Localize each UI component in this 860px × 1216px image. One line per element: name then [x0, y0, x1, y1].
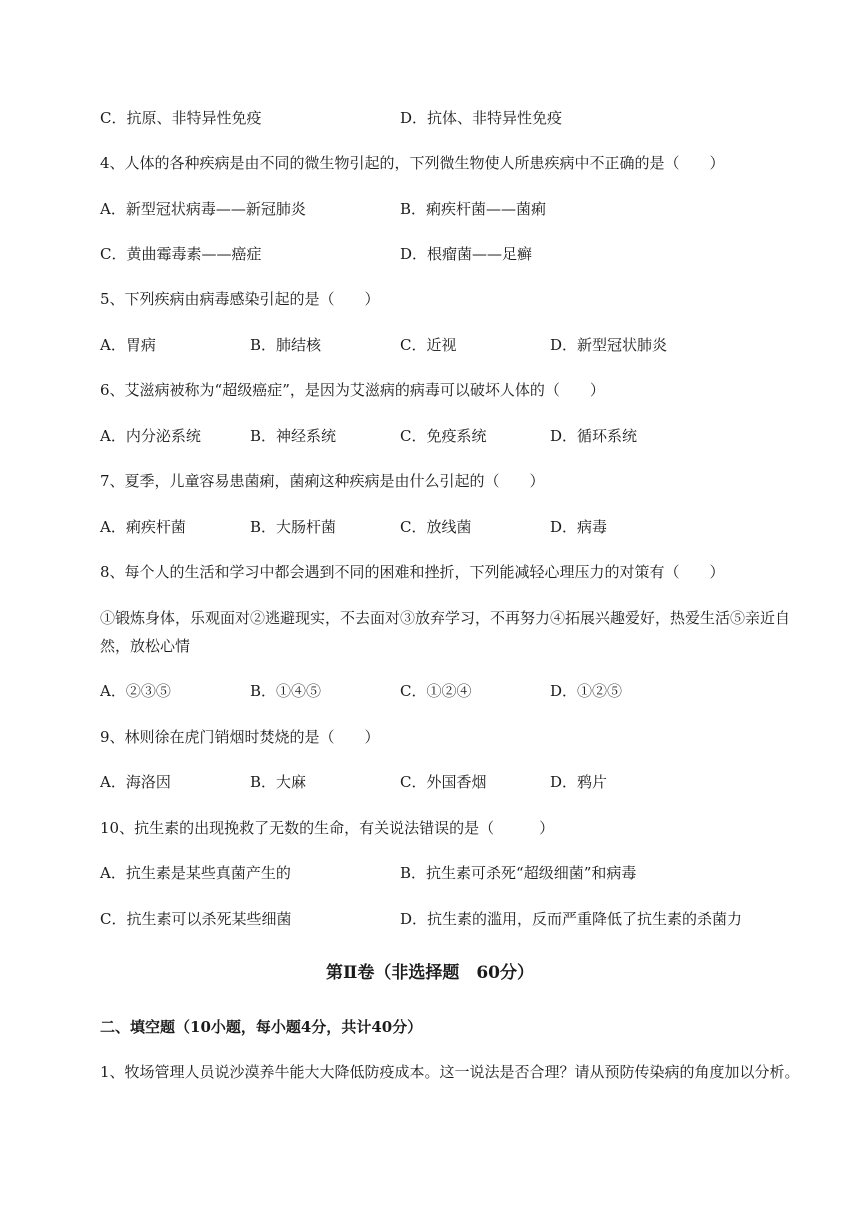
- q10-option-d: D．抗生素的滥用，反而严重降低了抗生素的杀菌力: [400, 910, 743, 928]
- q8-stem: 8、每个人的生活和学习中都会遇到不同的困难和挫折，下列能减轻心理压力的对策有（ ）: [100, 563, 725, 581]
- q9-option-c: C．外国香烟: [400, 773, 487, 791]
- q4-option-b: B．痢疾杆菌——菌痢: [400, 200, 547, 218]
- q5-option-a: A．胃病: [100, 336, 156, 354]
- q6-option-b: B．神经系统: [250, 427, 337, 445]
- q6-stem: 6、艾滋病被称为“超级癌症”，是因为艾滋病的病毒可以破坏人体的（ ）: [100, 381, 605, 399]
- q5-option-c: C．近视: [400, 336, 457, 354]
- q9-stem: 9、林则徐在虎门销烟时焚烧的是（ ）: [100, 728, 380, 746]
- q8-option-b: B．①④⑤: [250, 682, 322, 700]
- q4-option-c: C．黄曲霉毒素——癌症: [100, 245, 262, 263]
- q7-option-a: A．痢疾杆菌: [100, 518, 186, 536]
- q8-statements: ①锻炼身体，乐观面对②逃避现实，不去面对③放弃学习，不再努力④拓展兴趣爱好，热爱生活⑤亲近自然，放松心情: [100, 609, 791, 655]
- q5-stem: 5、下列疾病由病毒感染引起的是（ ）: [100, 290, 380, 308]
- q6-option-a: A．内分泌系统: [100, 427, 201, 445]
- q10-stem: 10、抗生素的出现挽救了无数的生命，有关说法错误的是（ ）: [100, 819, 555, 837]
- q10-option-a: A．抗生素是某些真菌产生的: [100, 864, 291, 882]
- q10-option-b: B．抗生素可杀死“超级细菌”和病毒: [400, 864, 637, 882]
- q4-stem: 4、人体的各种疾病是由不同的微生物引起的，下列微生物使人所患疾病中不正确的是（ ）: [100, 154, 725, 172]
- q8-option-c: C．①②④: [400, 682, 472, 700]
- fill-in-section-heading: 二、填空题（10小题，每小题4分，共计40分）: [100, 1018, 423, 1036]
- q6-option-d: D．循环系统: [550, 427, 638, 445]
- q9-option-d: D．鸦片: [550, 773, 608, 791]
- q6-option-c: C．免疫系统: [400, 427, 487, 445]
- q5-option-b: B．肺结核: [250, 336, 322, 354]
- q3-option-c: C．抗原、非特异性免疫: [100, 109, 262, 127]
- part2-title: 第Ⅱ卷（非选择题 60分）: [326, 963, 534, 983]
- q8-option-a: A．②③⑤: [100, 682, 171, 700]
- q7-option-c: C．放线菌: [400, 518, 472, 536]
- q7-option-b: B．大肠杆菌: [250, 518, 337, 536]
- q10-option-c: C．抗生素可以杀死某些细菌: [100, 910, 292, 928]
- q4-option-d: D．根瘤菌——足癣: [400, 245, 533, 263]
- q9-option-b: B．大麻: [250, 773, 307, 791]
- q9-option-a: A．海洛因: [100, 773, 171, 791]
- q7-stem: 7、夏季，儿童容易患菌痢，菌痢这种疾病是由什么引起的（ ）: [100, 472, 545, 490]
- q3-option-d: D．抗体、非特异性免疫: [400, 109, 563, 127]
- q5-option-d: D．新型冠状肺炎: [550, 336, 668, 354]
- q4-option-a: A．新型冠状病毒——新冠肺炎: [100, 200, 306, 218]
- q8-option-d: D．①②⑤: [550, 682, 623, 700]
- fill-in-question-1: 1、牧场管理人员说沙漠养牛能大大降低防疫成本。这一说法是否合理？请从预防传染病的角度加以分析。: [100, 1063, 800, 1081]
- q7-option-d: D．病毒: [550, 518, 608, 536]
